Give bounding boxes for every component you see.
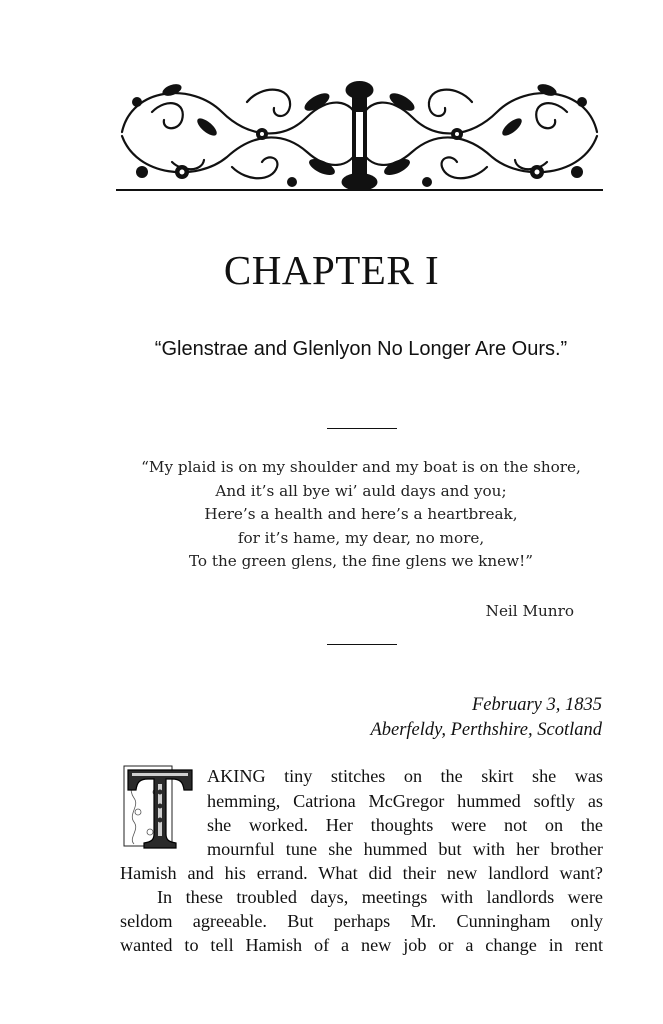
epigraph-line: And it’s all bye wi’ auld days and you; (215, 481, 507, 500)
body-text-line: wanted to tell Hamish of a new job or a change in rent (120, 935, 603, 955)
epigraph (100, 456, 622, 574)
dateline-place: Aberfeldy, Perthshire, Scotland (370, 720, 602, 740)
epigraph-line: Here’s a health and here’s a heartbreak, (204, 505, 518, 523)
dateline-date: February 3, 1835 (472, 695, 602, 715)
body-text-line: hemming, Catriona McGregor hummed softly as (207, 791, 603, 811)
body-text-line: seldom agreeable. But perhaps Mr. Cunningham only (120, 911, 603, 931)
section-rule-top (327, 428, 397, 429)
chapter-subtitle: “Glenstrae and Glenlyon No Longer Are Ours.” (154, 338, 568, 360)
body-text-line: AKING tiny stitches on the skirt she was (207, 766, 603, 786)
body-text-line: Hamish and his errand. What did their new landlord want? (120, 863, 603, 883)
dateline (370, 693, 602, 743)
body-text-line: she worked. Her thoughts were not on the (207, 815, 603, 835)
epigraph-line: “My plaid is on my shoulder and my boat is on the shore, (141, 458, 581, 476)
floral-header-ornament (112, 72, 607, 196)
body-text-line: mournful tune she hummed but with her brother (207, 839, 603, 859)
epigraph-line: To the green glens, the fine glens we knew!” (188, 552, 534, 570)
epigraph-attribution: Neil Munro (485, 602, 574, 620)
section-rule-bottom (327, 644, 397, 645)
body-text-line: In these troubled days, meetings with landlords were (157, 887, 603, 907)
ornamental-dropcap (120, 762, 200, 850)
chapter-title: CHAPTER I (223, 247, 440, 293)
epigraph-line: for it’s hame, my dear, no more, (237, 528, 485, 547)
